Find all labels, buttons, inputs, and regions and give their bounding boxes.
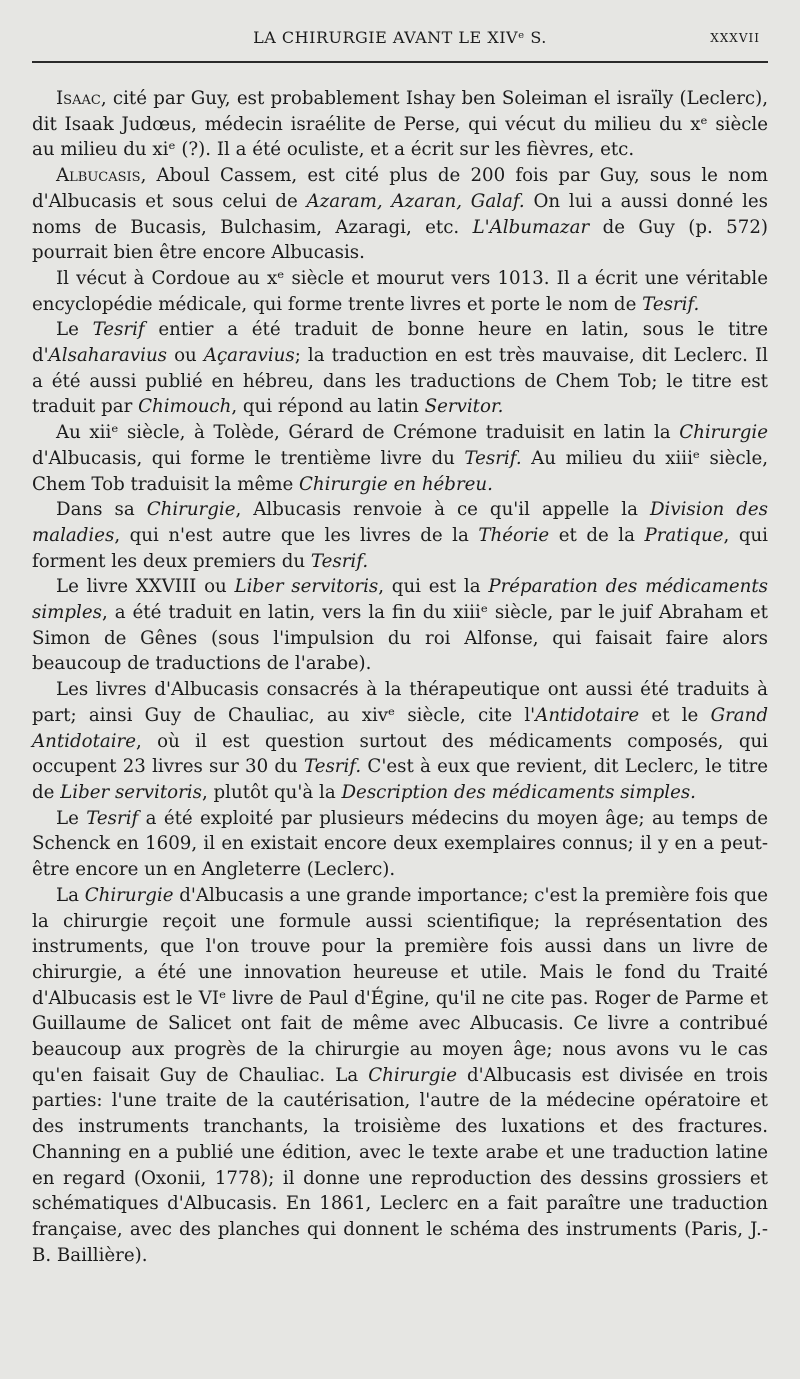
text-run: Au milieu du xiiiᵉ siècle, Chem Tob traduisit la même — [32, 447, 768, 495]
text-run: d'Albucasis a une grande importance; c'est la première fois que la chirurgie reçoit une formule aussi scientifique; la représentation des instruments, que l'on trouve pour la première fois aussi dans un livre de chirurgie, a été une innovation heureuse et utile. Mais le fond du Traité d'Albucasis est le VIᵉ livre de Paul d'Égine, qu'il ne cite pas. Roger de Parme et Guillaume de Salicet ont fait de même avec Albucasis. Ce livre a contribué beaucoup aux progrès de la chirurgie au moyen âge; nous avons vu le cas qu'en faisait Guy de Chauliac. La — [32, 884, 769, 1086]
body-text — [32, 86, 768, 1268]
text-run: , a été traduit en latin, vers la fin du xiiiᵉ siècle, par le juif Abraham et Simon de Gênes (sous l'impulsion du roi Alfonse, qui faisait faire alors beaucoup de traductions de l'arabe). — [32, 602, 768, 675]
italic-run: Açaravius — [203, 345, 295, 367]
text-run: Au xiiᵉ siècle, à Tolède, Gérard de Crémone traduisit en latin la — [56, 422, 680, 444]
name-isaac: Isaac — [56, 88, 101, 109]
italic-run: Tesrif — [86, 807, 139, 829]
text-run: ; la traduction en est très mauvaise, dit Leclerc. Il a été aussi publié en hébreu, dans les traductions de Chem Tob; le titre est traduit par — [32, 345, 768, 418]
text-run: Il vécut à Cordoue au xᵉ siècle et mourut vers 1013. Il a écrit une véritable encyclopédie médicale, qui forme trente livres et porte le nom de — [32, 267, 768, 315]
text-run: , Albucasis renvoie à ce qu'il appelle la — [235, 499, 650, 521]
running-header — [32, 28, 768, 54]
text-run: Dans sa — [56, 499, 147, 521]
italic-run: Chirurgie — [679, 422, 768, 444]
italic-run: Division des maladies — [32, 499, 768, 546]
text-run: C'est à eux que revient, dit Leclerc, le titre de — [32, 756, 768, 803]
italic-run: Tesrif. — [464, 447, 522, 469]
paragraph-cordoue — [32, 266, 768, 317]
text-run: Les livres d'Albucasis consacrés à la thérapeutique ont aussi été traduits à part; ainsi Guy de Chauliac, au xivᵉ siècle, cite l' — [32, 679, 768, 726]
italic-run: Description des médicaments simples. — [341, 781, 696, 803]
paragraph-schenck — [32, 806, 768, 883]
paragraph-therapeutique — [32, 677, 768, 806]
text-run: entier a été traduit de bonne heure en latin, sous le titre d' — [32, 319, 769, 367]
italic-run: Liber servitoris — [234, 576, 379, 598]
italic-run: Tesrif — [92, 319, 145, 341]
italic-run: Chirurgie — [368, 1064, 457, 1086]
text-run: La — [56, 884, 85, 906]
text-run: , cité par Guy, est probablement Ishay ben Soleiman el israïly (Leclerc), dit Isaak Judœus, médecin israélite de Perse, qui vécut du milieu du xᵉ siècle au milieu du xiᵉ (?). Il a été oculiste, et a écrit sur les fièvres, etc. — [32, 88, 768, 161]
italic-run: Tesrif. — [303, 756, 362, 778]
text-run: a été exploité par plusieurs médecins du moyen âge; au temps de Schenck en 1609, il en existait encore deux exemplaires connus; il y en a peut-être encore un en Angleterre (Leclerc). — [32, 807, 768, 881]
text-run: On lui a aussi donné les noms de Bucasis, Bulchasim, Azaragi, etc. — [32, 190, 768, 238]
italic-run: Chirurgie — [84, 884, 174, 906]
text-run: , qui n'est autre que les livres de la — [114, 524, 479, 546]
italic-run: L'Albumazar — [472, 216, 590, 238]
paragraph-importance — [32, 883, 768, 1269]
paragraph-livre-xxviii — [32, 574, 768, 677]
text-run: d'Albucasis est divisée en trois parties: l'une traite de la cautérisation, l'autre de la médecine opératoire et des instruments tranchants, la troisième des luxations et des fractures. Channing en a publié une édition, avec le texte arabe et une traduction latine en regard (Oxonii, 1778); il donne une reproduction des dessins grossiers et schématiques d'Albucasis. En 1861, Leclerc en a fait paraître une traduction française, avec des planches qui donnent le schéma des instruments (Paris, J.-B. Baillière). — [32, 1064, 768, 1266]
italic-run: Alsaharavius — [48, 345, 168, 367]
paragraph-tesrif-latin — [32, 317, 768, 420]
text-run: Le — [56, 319, 93, 341]
name-albucasis: Albucasis — [56, 165, 141, 187]
italic-run: Antidotaire — [535, 704, 640, 726]
text-run: , qui répond au latin — [231, 396, 425, 418]
italic-run: Grand Antidotaire — [32, 704, 769, 752]
page-number: XXXVII — [710, 31, 760, 45]
text-run: d'Albucasis, qui forme le trentième livre du — [32, 447, 465, 469]
text-run: de Guy (p. 572) pourrait bien être encore Albucasis. — [32, 216, 768, 264]
italic-run: Azaram, Azaran, Galaf. — [306, 190, 525, 212]
text-run: , qui forment les deux premiers du — [32, 524, 768, 572]
running-title: LA CHIRURGIE AVANT LE XIVᵉ S. — [253, 28, 547, 47]
text-run: Le livre XXVIII ou — [56, 576, 235, 598]
text-run: ou — [167, 345, 204, 367]
paragraph-isaac — [32, 86, 768, 163]
header-rule — [32, 61, 768, 63]
text-run: , Aboul Cassem, est cité plus de 200 fois par Guy, sous le nom d'Albucasis et sous celui de — [32, 165, 768, 212]
paragraph-albucasis — [32, 163, 768, 266]
italic-run: Théorie — [478, 524, 550, 546]
text-run: , qui est la — [378, 576, 489, 598]
italic-run: Tesrif. — [310, 550, 369, 572]
text-run: , plutôt qu'à la — [201, 781, 342, 803]
text-run: et de la — [549, 524, 645, 546]
italic-run: Liber servitoris — [60, 781, 202, 803]
paragraph-tolede — [32, 420, 768, 497]
italic-run: Chimouch — [138, 396, 232, 418]
text-run: et le — [639, 704, 711, 726]
italic-run: Tesrif. — [642, 293, 700, 315]
italic-run: Pratique — [644, 524, 724, 546]
text-run: , où il est question surtout des médicaments composés, qui occupent 23 livres sur 30 du — [32, 730, 768, 778]
italic-run: Préparation des médicaments simples — [32, 576, 768, 624]
text-run: Le — [56, 807, 87, 829]
italic-run: Chirurgie en hébreu. — [299, 473, 493, 495]
italic-run: Chirurgie — [146, 499, 236, 521]
italic-run: Servitor. — [424, 396, 504, 418]
paragraph-division — [32, 497, 768, 574]
